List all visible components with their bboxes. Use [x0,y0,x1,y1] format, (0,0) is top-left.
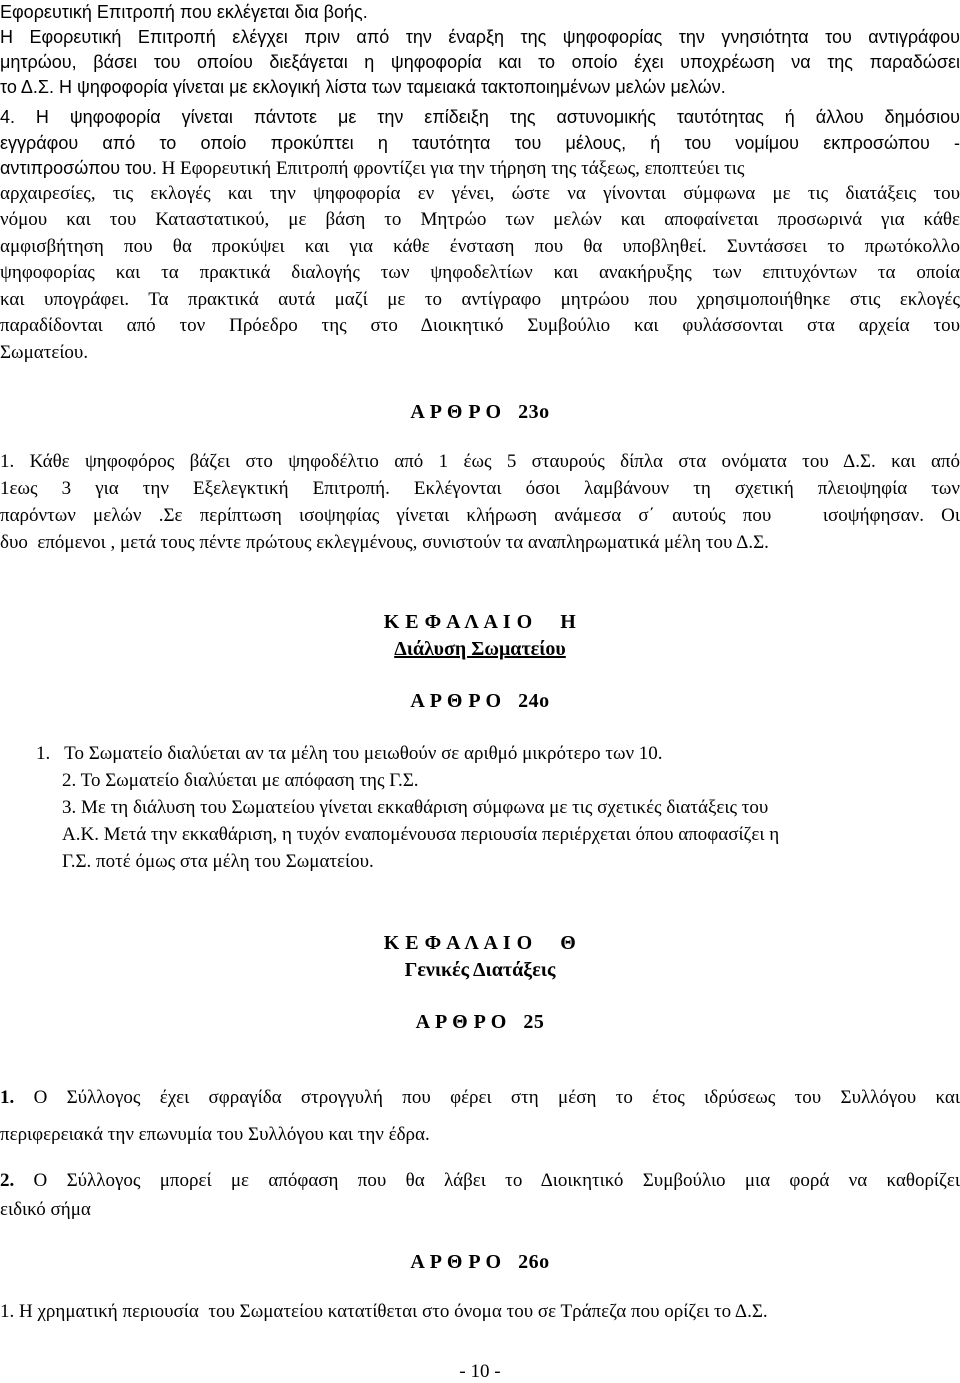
article-heading: Α Ρ Θ Ρ Ο 25 [415,1011,545,1033]
text-line [0,1087,960,1109]
text-line: Η Εφορευτική Επιτροπή ελέγχει πριν από την έναρξη της ψηφοφορίας την γνησιότητα του αντιγράφου [0,27,960,47]
text-line: 1. Κάθε ψηφοφόρος βάζει στο ψηφοδέλτιο από 1 έως 5 σταυρούς δίπλα στα ονόματα του Δ.Σ. και από [0,451,960,472]
list-item: 1. Το Σωματείο διαλύεται αν τα μέλη του μειωθούν σε αριθμό μικρότερο των 10. [36,743,663,764]
text-line: και υπογράφει. Τα πρακτικά αυτά μαζί με το αντίγραφο μητρώου που χρησιμοποιήθηκε στις εκλογές [0,289,960,310]
list-item: 3. Με τη διάλυση του Σωματείου γίνεται εκκαθάριση σύμφωνα με τις σχετικές διατάξεις του [62,797,769,818]
text-line: αμφισβήτηση που θα προκύψει και για κάθε ένσταση που θα υποβληθεί. Συντάσσει το πρωτόκολλο [0,236,960,257]
paragraph-number: 1. [0,1087,15,1108]
text-line: 4. Η ψηφοφορία γίνεται πάντοτε με την επίδειξη της αστυνομικής ταυτότητας ή άλλου δημόσιου [0,107,960,127]
text-line: 1. Η χρηματική περιουσία του Σωματείου κατατίθεται στο όνομα του σε Τράπεζα που ορίζει το Δ.Σ. [0,1301,768,1322]
text-line: νόμου και του Καταστατικού, με βάση το Μητρώο των μελών και αποφαίνεται προσωρινά για κάθε [0,209,960,230]
chapter-subtitle: Διάλυση Σωματείου [394,638,566,660]
chapter-subtitle: Γενικές Διατάξεις [404,959,556,981]
text-line [0,1170,960,1192]
chapter-heading: Κ Ε Φ Α Λ Α Ι Ο Η [383,611,577,633]
text-line-mixed [0,158,960,180]
text-line: μητρώου, βάσει του οποίου διεξάγεται η ψηφοφορία και το οποίο έχει υποχρέωση να της παραδώσει [0,52,960,72]
list-item-continuation: Γ.Σ. ποτέ όμως στα μέλη του Σωματείου. [62,851,374,872]
text-line: ψηφοφορίας και τα πρακτικά διαλογής των ψηφοδελτίων και ανακήρυξης των επιτυχόντων τα οποία [0,262,960,283]
text-line: Σωματείου. [0,342,89,363]
text-line: παραδίδονται από τον Πρόεδρο της στο Διοικητικό Συμβούλιο και φυλάσσονται στα αρχεία του [0,315,960,336]
text-fragment: Ο Σύλλογος έχει σφραγίδα στρογγυλή που φέρει στη μέση το έτος ιδρύσεως του Συλλόγου και [14,1087,960,1108]
page-number: - 10 - [459,1361,501,1382]
article-heading: Α Ρ Θ Ρ Ο 24ο [410,690,550,712]
text-line: αρχαιρεσίες, τις εκλογές και την ψηφοφορία εν γένει, ώστε να γίνονται σύμφωνα με τις διατάξεις του [0,183,960,204]
text-line: εγγράφου από το οποίο προκύπτει η ταυτότητα του μέλους, ή του νομίμου εκπροσώπου - [0,133,960,153]
article-heading: Α Ρ Θ Ρ Ο 23ο [410,401,550,423]
text-fragment: αντιπροσώπου του. [0,158,157,178]
text-line: δυο επόμενοι , μετά τους πέντε πρώτους εκλεγμένους, συνιστούν τα αναπληρωματικά μέλη του Δ.Σ. [0,532,769,553]
paragraph-number: 2. [0,1170,15,1191]
text-line: περιφερειακά την επωνυμία του Συλλόγου και την έδρα. [0,1124,430,1145]
text-line: 1εως 3 για την Εξελεγκτική Επιτροπή. Εκλέγονται όσοι λαμβάνουν τη σχετική πλειοψηφία των [0,478,960,499]
text-fragment: Η Εφορευτική Επιτροπή φροντίζει για την τήρηση της τάξεως, εποπτεύει τις [156,158,745,179]
list-item: 2. Το Σωματείο διαλύεται με απόφαση της Γ.Σ. [62,770,419,791]
list-item-continuation: Α.Κ. Μετά την εκκαθάριση, η τυχόν εναπομένουσα περιουσία περιέρχεται όπου αποφασίζει η [62,824,780,845]
text-line: Εφορευτική Επιτροπή που εκλέγεται δια βοής. [0,2,368,22]
text-fragment: Ο Σύλλογος μπορεί με απόφαση που θα λάβει το Διοικητικό Συμβούλιο μια φορά να καθορίζει [14,1170,960,1191]
text-line: το Δ.Σ. Η ψηφοφορία γίνεται με εκλογική λίστα των ταμειακά τακτοποιημένων μελών μελών. [0,77,726,97]
text-line: ειδικό σήμα [0,1199,91,1220]
article-heading: Α Ρ Θ Ρ Ο 26ο [410,1251,550,1273]
chapter-heading: Κ Ε Φ Α Λ Α Ι Ο Θ [383,932,577,954]
text-line: παρόντων μελών .Σε περίπτωση ισοψηφίας γίνεται κλήρωση ανάμεσα σ΄ αυτούς που ισοψήφησαν. Οι [0,505,960,526]
